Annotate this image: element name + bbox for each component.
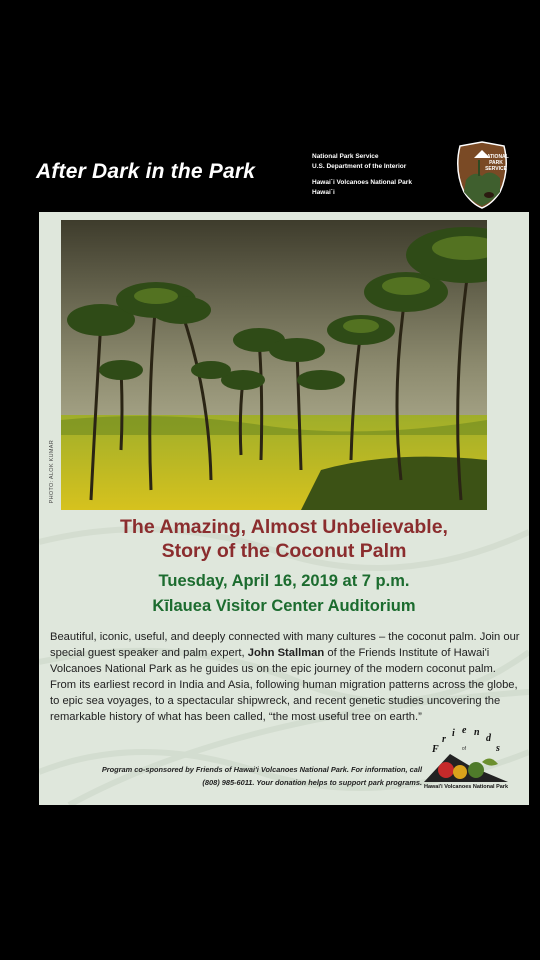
event-title-line2: Story of the Coconut Palm xyxy=(161,540,407,562)
logo-text-service: SERVICE xyxy=(485,166,507,172)
friends-letter: d xyxy=(486,733,491,744)
event-venue: Kīlauea Visitor Center Auditorium xyxy=(152,597,416,615)
logo-text-national: NATIONAL xyxy=(483,154,509,160)
agency-line-doi: U.S. Department of the Interior xyxy=(312,163,407,170)
nps-arrowhead-logo xyxy=(452,140,512,210)
friends-of-hvnp-logo xyxy=(420,724,512,790)
park-line-state: Hawai`i xyxy=(312,189,335,196)
poster-body xyxy=(39,212,529,805)
agency-block xyxy=(312,152,412,198)
friends-logo-caption: Hawai'i Volcanoes National Park xyxy=(423,784,509,790)
coconut-palm-photo xyxy=(61,220,487,510)
park-line-name: Hawai`i Volcanoes National Park xyxy=(312,179,412,186)
friends-of-text: of xyxy=(461,746,467,752)
friends-letter: i xyxy=(452,728,455,739)
event-title-line1: The Amazing, Almost Unbelievable, xyxy=(120,516,448,538)
description-part1: Beautiful, iconic, useful, and deeply connected with many cultures – the coconut palm. Join our special guest speaker and palm expert, xyxy=(50,631,520,659)
header-bar xyxy=(10,132,530,212)
friends-letter: r xyxy=(442,734,446,745)
friends-letter: n xyxy=(474,727,480,738)
agency-line-nps: National Park Service xyxy=(312,153,379,160)
speaker-name: John Stallman xyxy=(247,646,325,659)
description-part2: of the Friends Institute of Hawai'i Volcanoes National Park as he guides us on the epic journey of the modern coconut palm. From its earliest record in India and Asia, following human migration patterns across the globe, to epic sea voyages, to a spectacular shipwreck, and recent genetic studies uncovering the remarkable history of what has been called, “the most useful tree on earth.” xyxy=(50,646,518,723)
event-date: Tuesday, April 16, 2019 at 7 p.m. xyxy=(158,572,410,590)
sponsor-line1: Program co-sponsored by Friends of Hawai'i Volcanoes National Park. For information, call xyxy=(101,765,422,774)
event-description xyxy=(50,630,520,725)
series-title: After Dark in the Park xyxy=(36,160,256,183)
friends-letter: e xyxy=(462,725,467,736)
sponsor-note xyxy=(57,763,422,789)
friends-letter: s xyxy=(496,743,500,754)
sponsor-line2: (808) 985-6011. Your donation helps to support park programs. xyxy=(202,778,422,787)
photo-credit: PHOTO: ALOK KUMAR xyxy=(49,440,55,504)
friends-letter: F xyxy=(432,744,439,755)
logo-text-park: PARK xyxy=(489,160,503,166)
